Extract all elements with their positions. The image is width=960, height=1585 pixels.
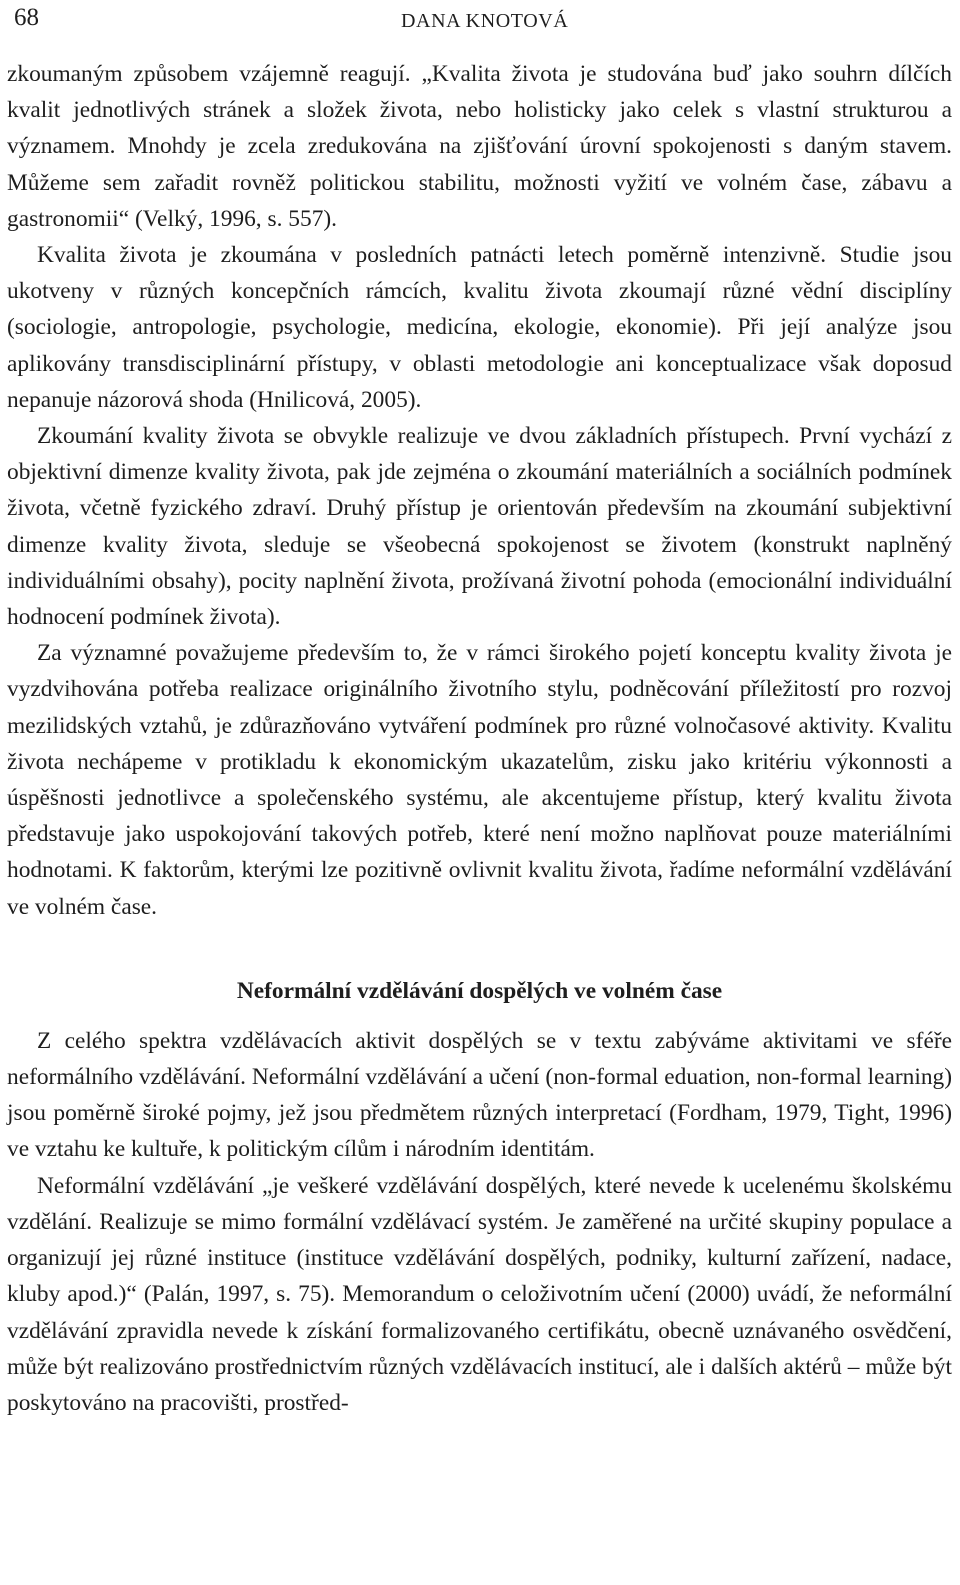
paragraph: Za významné považujeme především to, že v rámci širokého pojetí konceptu kvality života je vyzdvihována potřeba realizace originálního životního stylu, podněcování příležitostí pro rozvoj mezilidských vztahů, je zdůrazňováno vytváření podmínek pro různé volnočasové aktivity. Kvalitu života nechápeme v protikladu k ekonomickým ukazatelům, zisku jako kritériu výkonnosti a úspěšnosti jednotlivce a společenského systému, ale akcentujeme přístup, který kvalitu života představuje jako uspokojování takových potřeb, které není možno naplňovat pouze materiálními hodnotami. K faktorům, kterými lze pozitivně ovlivnit kvalitu života, řadíme neformální vzdělávání ve volném čase. xyxy=(7,640,952,920)
paragraph: Z celého spektra vzdělávacích aktivit dospělých se v textu zabýváme aktivitami ve sféře neformálního vzdělávání. Neformální vzdělávání a učení (non-formal eduation, non-formal learning) jsou poměrně široké pojmy, jež jsou předmětem různých interpretací (Fordham, 1979, Tight, 1996) ve vztahu ke kultuře, k politickým cílům i národním identitám. xyxy=(7,1027,953,1163)
running-head-author: DANA KNOTOVÁ xyxy=(401,10,569,32)
body-text xyxy=(7,56,952,1421)
page-number: 68 xyxy=(14,4,39,31)
paragraph: zkoumaným způsobem vzájemně reagují. „Kvalita života je studována buď jako souhrn dílčích kvalit jednotlivých stránek a složek života, nebo holisticky jako celek s vlastní strukturou a významem. Mnohdy je zcela zredukována na zjišťování úrovní spokojenosti s daným stavem. Můžeme sem zařadit rovněž politickou stabilitu, možnosti vyžití ve volném čase, zábavu a gastronomii“ (Velký, 1996, s. 557). xyxy=(7,61,952,232)
section-heading: Neformální vzdělávání dospělých ve volném čase xyxy=(236,977,723,1004)
running-header xyxy=(7,0,952,56)
paragraph: Kvalita života je zkoumána v posledních patnácti letech poměrně intenzivně. Studie jsou ukotveny v různých koncepčních rámcích, kvalitu života zkoumají různé vědní disciplíny (sociologie, antropologie, psychologie, medicína, ekologie, ekonomie). Při její analýze jsou aplikovány transdisciplinární přístupy, v oblasti metodologie ani konceptualizace však doposud nepanuje názorová shoda (Hnilicová, 2005). xyxy=(7,242,952,413)
paragraph: Neformální vzdělávání „je veškeré vzdělávání dospělých, které nevede k ucelenému školskému vzdělání. Realizuje se mimo formální vzdělávací systém. Je zaměřené na určité skupiny populace a organizují jej různé instituce (instituce vzdělávání dospělých, podniky, kulturní zařízení, nadace, kluby apod.)“ (Palán, 1997, s. 75). Memorandum o celoživotním učení (2000) uvádí, že neformální vzdělávání zpravidla nevede k získání formalizovaného certifikátu, obecně uznávaného osvědčení, může být realizováno prostřednictvím různých vzdělávacích institucí, ale i dalších aktérů – může být poskytováno na pracovišti, prostřed- xyxy=(7,1172,952,1416)
paragraph: Zkoumání kvality života se obvykle realizuje ve dvou základních přístupech. První vychází z objektivní dimenze kvality života, pak jde zejména o zkoumání materiálních a sociálních podmínek života, včetně fyzického zdraví. Druhý přístup je orientován především na zkoumání subjektivní dimenze kvality života, sleduje se všeobecná spokojenost se životem (konstrukt naplněný individuálními obsahy), pocity naplnění života, prožívaná životní pohoda (emocionální individuální hodnocení podmínek života). xyxy=(7,423,952,631)
